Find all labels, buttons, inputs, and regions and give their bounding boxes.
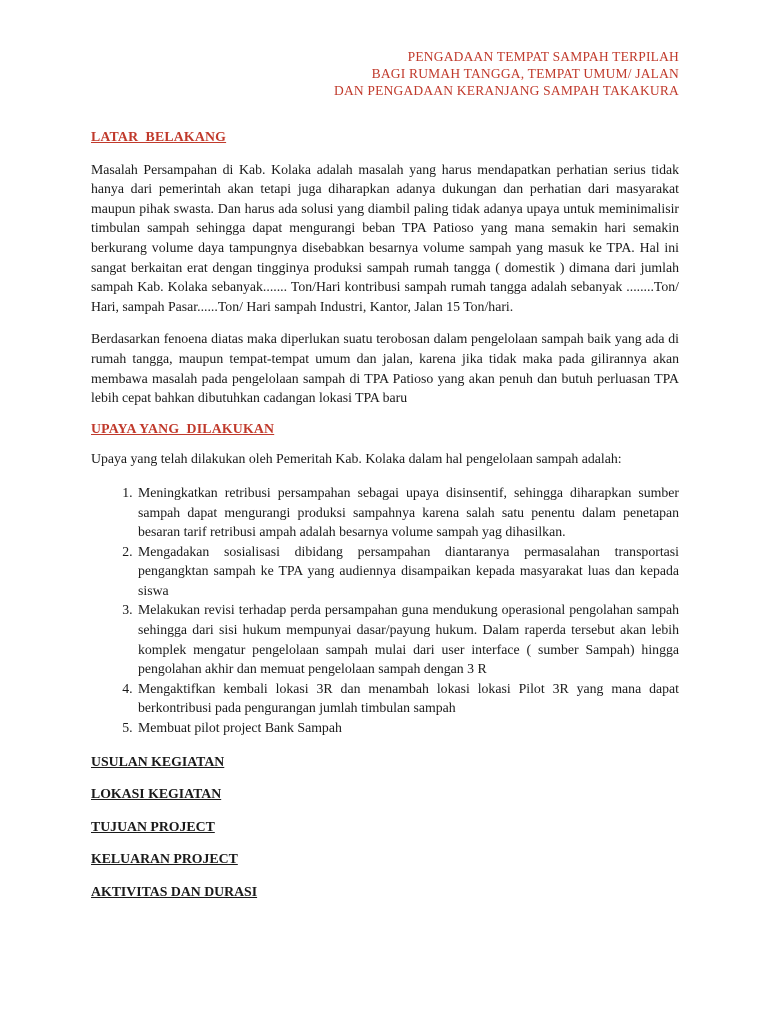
heading-upaya: UPAYA YANG DILAKUKAN [91,420,275,436]
list-item: 4. Mengaktifkan kembali lokasi 3R dan menambah lokasi lokasi Pilot 3R yang mana dapat berkontribusi pada pengurangan jumlah timbulan sampah [136,679,679,718]
paragraph-latar-belakang-1: Masalah Persampahan di Kab. Kolaka adalah masalah yang harus mendapatkan perhatian serius tidak hanya dari pemerintah akan tetapi juga diharapkan adanya dukungan dan perhatian dari masyarakat maupun pihak swasta. Dan harus ada solusi yang diambil paling tidak adanya upaya untuk meminimalisir timbulan sampah sehingga dapat mengurangi beban TPA Patioso yang mana semakin hari semakin berkurang volume daya tampungnya disebabkan besarnya volume sampah yang masuk ke TPA. Hal ini sangat berkaitan erat dengan tingginya produksi sampah rumah tangga ( domestik ) dimana dari jumlah sampah Kab. Kolaka sebanyak....... Ton/Hari kontribusi sampah rumah tangga adalah sebanyak ........Ton/ Hari, sampah Pasar......Ton/ Hari sampah Industri, Kantor, Jalan 15 Ton/hari. [91,161,679,314]
list-item: 2. Mengadakan sosialisasi dibidang persampahan diantaranya permasalahan transportasi pengangktan sampah ke TPA yang audiennya disampaikan kepada masyarakat luas dan kepada siswa [136,542,679,601]
document-title [300,48,679,99]
list-item: 1. Meningkatkan retribusi persampahan sebagai upaya disinsentif, sehingga diharapkan sumber sampah dapat mengurangi produksi sampahnya karena salah satu penentu dalam penetapan besaran tarif retribusi ampah adalah besarnya volume sampah yag dihasilkan. [136,483,679,542]
paragraph-latar-belakang-2: Berdasarkan fenoena diatas maka diperlukan suatu terobosan dalam pengelolaan sampah baik yang ada di rumah tangga, maupun tempat-tempat umum dan jalan, karena jika tidak maka pada gilirannya akan membawa masalah pada pengelolaan sampah di TPA Patioso yang akan penuh dan butuh perluasan TPA lebih cepat bahkan dibutuhkan cadangan lokasi TPA baru [91,331,679,406]
list-item: 3. Melakukan revisi terhadap perda persampahan guna mendukung operasional pengolahan sampah sehingga dari sisi hukum mempunyai dasar/payung hukum. Dalam raperda tersebut akan lebih komplek mengatur pengelolaan sampah mulai dari user interface ( sumber Sampah) hingga pengolahan akhir dan memuat pengelolaan sampah dengan 3 R [136,600,679,678]
upaya-list [91,483,679,738]
title-line-3: DAN PENGADAAN KERANJANG SAMPAH TAKAKURA [334,83,679,98]
heading-lokasi-kegiatan: LOKASI KEGIATAN [91,786,222,802]
title-line-1: PENGADAAN TEMPAT SAMPAH TERPILAH [407,49,679,64]
heading-latar-belakang: LATAR BELAKANG [91,129,227,144]
document-body [91,127,679,902]
list-item: 5. Membuat pilot project Bank Sampah [136,718,679,738]
heading-keluaran-project: KELUARAN PROJECT [91,851,238,867]
heading-aktivitas-durasi: AKTIVITAS DAN DURASI [91,884,258,899]
upaya-intro: Upaya yang telah dilakukan oleh Pemeritah Kab. Kolaka dalam hal pengelolaan sampah adalah: [91,451,622,467]
heading-usulan-kegiatan: USULAN KEGIATAN [91,753,225,769]
title-line-2: BAGI RUMAH TANGGA, TEMPAT UMUM/ JALAN [371,66,679,81]
heading-tujuan-project: TUJUAN PROJECT [91,818,215,834]
